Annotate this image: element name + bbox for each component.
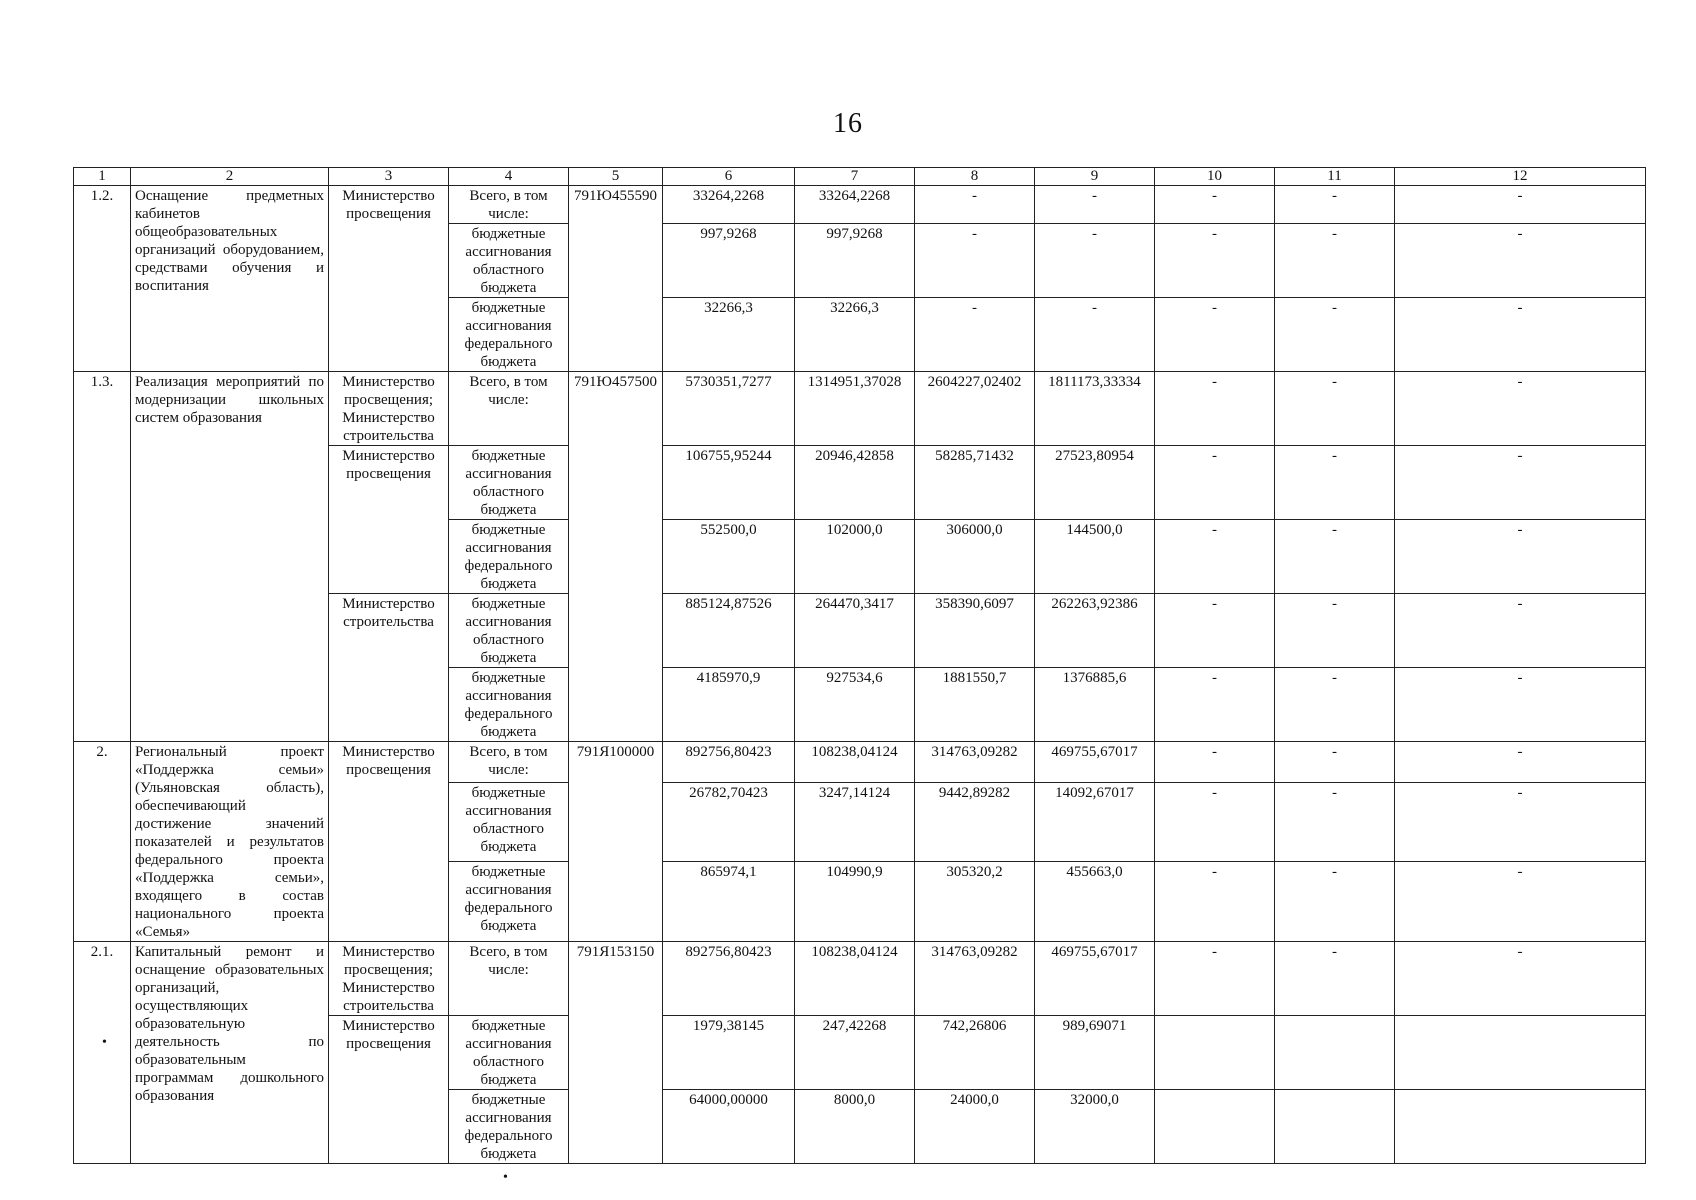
dash-cell: - xyxy=(1395,372,1646,446)
value-cell: 33264,2268 xyxy=(663,186,795,224)
executor: Министерство просвещения xyxy=(329,742,449,942)
funding-source: бюджетные ассигнования федерального бюджета xyxy=(449,298,569,372)
dash-cell: - xyxy=(1395,668,1646,742)
header-cell: 7 xyxy=(795,168,915,186)
funding-source: Всего, в том числе: xyxy=(449,742,569,783)
dash-cell: - xyxy=(1275,668,1395,742)
measure-name: Реализация мероприятий по модернизации школьных систем образования xyxy=(131,372,329,742)
dash-cell: - xyxy=(1155,186,1275,224)
dash-cell: - xyxy=(1395,862,1646,942)
value-cell: 469755,67017 xyxy=(1035,942,1155,1016)
value-cell: 108238,04124 xyxy=(795,742,915,783)
value-cell: 104990,9 xyxy=(795,862,915,942)
value-cell: 1979,38145 xyxy=(663,1016,795,1090)
value-cell: 27523,80954 xyxy=(1035,446,1155,520)
dash-cell: - xyxy=(1395,186,1646,224)
budget-code: 791Я153150 xyxy=(569,942,663,1164)
dash-cell: - xyxy=(1395,782,1646,862)
dash-cell: - xyxy=(1275,520,1395,594)
value-cell: 742,26806 xyxy=(915,1016,1035,1090)
value-cell: 24000,0 xyxy=(915,1090,1035,1164)
empty-cell xyxy=(1155,1016,1275,1090)
dash-cell: - xyxy=(1155,862,1275,942)
value-cell: 865974,1 xyxy=(663,862,795,942)
dash-cell: - xyxy=(1275,446,1395,520)
value-cell: 20946,42858 xyxy=(795,446,915,520)
value-cell: 26782,70423 xyxy=(663,782,795,862)
value-cell: 262263,92386 xyxy=(1035,594,1155,668)
executor: Министерство просвещения xyxy=(329,446,449,594)
dash-cell: - xyxy=(915,224,1035,298)
value-cell: 33264,2268 xyxy=(795,186,915,224)
value-cell: 455663,0 xyxy=(1035,862,1155,942)
dash-cell: - xyxy=(1155,742,1275,783)
value-cell: 14092,67017 xyxy=(1035,782,1155,862)
value-cell: 314763,09282 xyxy=(915,742,1035,783)
value-cell: 927534,6 xyxy=(795,668,915,742)
dash-cell: - xyxy=(1395,446,1646,520)
page-number: 16 xyxy=(833,108,863,139)
value-cell: 892756,80423 xyxy=(663,942,795,1016)
dash-cell: - xyxy=(1035,186,1155,224)
dash-cell: - xyxy=(1155,668,1275,742)
dash-cell: - xyxy=(1395,224,1646,298)
stray-mark: • xyxy=(503,1170,508,1185)
value-cell: 358390,6097 xyxy=(915,594,1035,668)
value-cell: 32000,0 xyxy=(1035,1090,1155,1164)
dash-cell: - xyxy=(1395,742,1646,783)
table-row xyxy=(74,742,1646,783)
header-cell: 8 xyxy=(915,168,1035,186)
value-cell: 3247,14124 xyxy=(795,782,915,862)
value-cell: 5730351,7277 xyxy=(663,372,795,446)
dash-cell: - xyxy=(1395,942,1646,1016)
value-cell: 1376885,6 xyxy=(1035,668,1155,742)
value-cell: 4185970,9 xyxy=(663,668,795,742)
value-cell: 997,9268 xyxy=(663,224,795,298)
row-number: 1.2. xyxy=(74,186,131,372)
header-cell: 10 xyxy=(1155,168,1275,186)
executor: Министерство строительства xyxy=(329,594,449,742)
dash-cell: - xyxy=(1275,862,1395,942)
value-cell: 144500,0 xyxy=(1035,520,1155,594)
value-cell: 469755,67017 xyxy=(1035,742,1155,783)
empty-cell xyxy=(1275,1016,1395,1090)
dash-cell: - xyxy=(915,298,1035,372)
budget-code: 791Ю455590 xyxy=(569,186,663,372)
dash-cell: - xyxy=(1275,782,1395,862)
empty-cell xyxy=(1155,1090,1275,1164)
header-cell: 1 xyxy=(74,168,131,186)
funding-source: Всего, в том числе: xyxy=(449,942,569,1016)
dash-cell: - xyxy=(1395,520,1646,594)
value-cell: 58285,71432 xyxy=(915,446,1035,520)
header-cell: 3 xyxy=(329,168,449,186)
dash-cell: - xyxy=(1035,224,1155,298)
table-row xyxy=(74,186,1646,224)
value-cell: 1881550,7 xyxy=(915,668,1035,742)
stray-mark: • xyxy=(102,1035,107,1050)
value-cell: 9442,89282 xyxy=(915,782,1035,862)
dash-cell: - xyxy=(1155,942,1275,1016)
dash-cell: - xyxy=(915,186,1035,224)
value-cell: 997,9268 xyxy=(795,224,915,298)
funding-source: бюджетные ассигнования областного бюджета xyxy=(449,782,569,862)
value-cell: 305320,2 xyxy=(915,862,1035,942)
dash-cell: - xyxy=(1155,298,1275,372)
budget-table xyxy=(73,167,1646,1164)
measure-name: Региональный проект «Поддержка семьи» (Ульяновская область), обеспечивающий достижение значений показателей и результатов федерального проекта «Поддержка семьи», входящего в состав национального проекта «Семья» xyxy=(131,742,329,942)
funding-source: бюджетные ассигнования областного бюджета xyxy=(449,594,569,668)
row-number: 2.1. xyxy=(74,942,131,1164)
dash-cell: - xyxy=(1155,446,1275,520)
header-cell: 6 xyxy=(663,168,795,186)
dash-cell: - xyxy=(1275,942,1395,1016)
value-cell: 552500,0 xyxy=(663,520,795,594)
value-cell: 106755,95244 xyxy=(663,446,795,520)
measure-name: Оснащение предметных кабинетов общеобразовательных организаций оборудованием, средствами обучения и воспитания xyxy=(131,186,329,372)
value-cell: 1811173,33334 xyxy=(1035,372,1155,446)
executor: Министерство просвещения; Министерство строительства xyxy=(329,372,449,446)
empty-cell xyxy=(1395,1016,1646,1090)
header-cell: 4 xyxy=(449,168,569,186)
funding-source: бюджетные ассигнования областного бюджета xyxy=(449,1016,569,1090)
dash-cell: - xyxy=(1275,298,1395,372)
dash-cell: - xyxy=(1395,594,1646,668)
executor: Министерство просвещения; Министерство строительства xyxy=(329,942,449,1016)
empty-cell xyxy=(1395,1090,1646,1164)
dash-cell: - xyxy=(1155,520,1275,594)
header-cell: 5 xyxy=(569,168,663,186)
row-number: 2. xyxy=(74,742,131,942)
measure-name: Капитальный ремонт и оснащение образовательных организаций, осуществляющих образовательную деятельность по образовательным программам дошкольного образования xyxy=(131,942,329,1164)
value-cell: 1314951,37028 xyxy=(795,372,915,446)
empty-cell xyxy=(1275,1090,1395,1164)
header-row xyxy=(74,168,1646,186)
executor: Министерство просвещения xyxy=(329,186,449,372)
funding-source: бюджетные ассигнования областного бюджета xyxy=(449,446,569,520)
executor: Министерство просвещения xyxy=(329,1016,449,1164)
funding-source: Всего, в том числе: xyxy=(449,372,569,446)
table-row xyxy=(74,942,1646,1016)
header-cell: 9 xyxy=(1035,168,1155,186)
table-row xyxy=(74,372,1646,446)
value-cell: 264470,3417 xyxy=(795,594,915,668)
dash-cell: - xyxy=(1395,298,1646,372)
dash-cell: - xyxy=(1275,372,1395,446)
value-cell: 32266,3 xyxy=(795,298,915,372)
value-cell: 2604227,02402 xyxy=(915,372,1035,446)
dash-cell: - xyxy=(1035,298,1155,372)
row-number: 1.3. xyxy=(74,372,131,742)
header-cell: 12 xyxy=(1395,168,1646,186)
value-cell: 892756,80423 xyxy=(663,742,795,783)
value-cell: 108238,04124 xyxy=(795,942,915,1016)
value-cell: 247,42268 xyxy=(795,1016,915,1090)
funding-source: Всего, в том числе: xyxy=(449,186,569,224)
value-cell: 102000,0 xyxy=(795,520,915,594)
dash-cell: - xyxy=(1275,224,1395,298)
budget-code: 791Я100000 xyxy=(569,742,663,942)
value-cell: 306000,0 xyxy=(915,520,1035,594)
funding-source: бюджетные ассигнования федерального бюджета xyxy=(449,862,569,942)
budget-code: 791Ю457500 xyxy=(569,372,663,742)
value-cell: 989,69071 xyxy=(1035,1016,1155,1090)
header-cell: 2 xyxy=(131,168,329,186)
dash-cell: - xyxy=(1155,782,1275,862)
dash-cell: - xyxy=(1275,186,1395,224)
value-cell: 32266,3 xyxy=(663,298,795,372)
value-cell: 885124,87526 xyxy=(663,594,795,668)
funding-source: бюджетные ассигнования федерального бюджета xyxy=(449,520,569,594)
dash-cell: - xyxy=(1155,372,1275,446)
header-cell: 11 xyxy=(1275,168,1395,186)
value-cell: 8000,0 xyxy=(795,1090,915,1164)
funding-source: бюджетные ассигнования областного бюджета xyxy=(449,224,569,298)
value-cell: 64000,00000 xyxy=(663,1090,795,1164)
funding-source: бюджетные ассигнования федерального бюджета xyxy=(449,668,569,742)
dash-cell: - xyxy=(1155,594,1275,668)
value-cell: 314763,09282 xyxy=(915,942,1035,1016)
dash-cell: - xyxy=(1275,742,1395,783)
dash-cell: - xyxy=(1275,594,1395,668)
funding-source: бюджетные ассигнования федерального бюджета xyxy=(449,1090,569,1164)
dash-cell: - xyxy=(1155,224,1275,298)
